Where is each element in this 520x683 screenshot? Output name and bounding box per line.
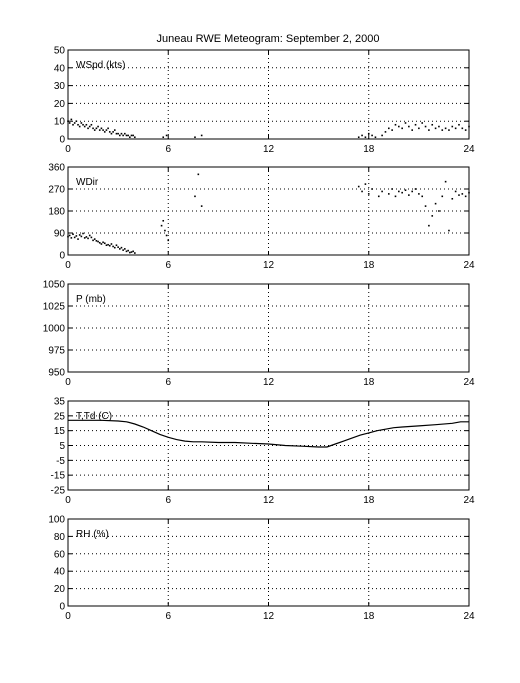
data-point [365, 136, 367, 138]
data-point [381, 191, 383, 193]
data-point [368, 193, 370, 195]
data-point [91, 237, 93, 239]
data-point [162, 220, 164, 222]
data-point [126, 251, 128, 253]
y-tick-label: 35 [53, 396, 65, 408]
data-point [465, 196, 467, 198]
data-point [69, 122, 71, 124]
data-point [201, 135, 203, 137]
data-point [116, 244, 118, 246]
data-point [117, 246, 119, 248]
y-tick-label: 270 [48, 184, 65, 196]
data-point [445, 128, 447, 130]
data-point [134, 252, 136, 254]
data-point [104, 242, 106, 244]
x-tick-label: 18 [363, 495, 375, 506]
data-point [435, 203, 437, 205]
data-point [418, 193, 420, 195]
data-point [112, 246, 114, 248]
data-point [102, 241, 104, 243]
x-tick-label: 12 [262, 260, 275, 271]
x-tick-label: 6 [165, 611, 172, 622]
data-point [86, 236, 88, 238]
data-point [167, 240, 169, 242]
data-point [107, 244, 109, 246]
panel-label: WSpd (kts) [76, 60, 126, 71]
data-point [395, 124, 397, 126]
data-point [92, 240, 94, 242]
x-tick-label: 6 [165, 144, 172, 155]
data-point [408, 194, 410, 196]
data-point [106, 244, 108, 246]
data-point [119, 248, 121, 250]
data-point [126, 135, 128, 137]
data-point [361, 135, 363, 137]
y-tick-label: 950 [48, 367, 65, 379]
x-tick-label: 0 [65, 377, 71, 388]
data-point [411, 129, 413, 131]
data-point [401, 128, 403, 130]
chart-panel-3 [43, 280, 475, 389]
data-point [124, 248, 126, 250]
data-point [111, 133, 113, 135]
x-tick-label: 0 [65, 144, 71, 155]
y-tick-label: 40 [53, 63, 65, 75]
x-tick-label: 6 [165, 260, 172, 271]
data-point [418, 128, 420, 130]
data-point [111, 243, 113, 245]
data-point [86, 124, 88, 126]
data-point [101, 128, 103, 130]
data-point [371, 135, 373, 137]
data-point [405, 122, 407, 124]
y-tick-label: 10 [53, 116, 65, 128]
data-point [82, 233, 84, 235]
data-point [448, 230, 450, 232]
data-point [119, 135, 121, 137]
y-tick-label: 180 [48, 206, 65, 218]
y-tick-label: 15 [53, 426, 65, 438]
data-point [76, 235, 78, 237]
data-point [435, 128, 437, 130]
data-point [381, 135, 383, 137]
data-point [112, 131, 114, 133]
data-point [161, 225, 163, 227]
data-point [441, 129, 443, 131]
x-tick-label: 18 [363, 144, 375, 155]
chart-panel-4 [51, 397, 475, 507]
data-point [361, 191, 363, 193]
data-point [87, 238, 89, 240]
data-point [194, 136, 196, 138]
data-point [77, 238, 79, 240]
data-point [72, 233, 74, 235]
data-point [198, 174, 200, 176]
data-point [129, 136, 131, 138]
x-tick-label: 0 [65, 260, 71, 271]
data-point [398, 191, 400, 193]
y-tick-label: 1000 [42, 323, 65, 335]
data-point [121, 133, 123, 135]
y-tick-label: 5 [59, 441, 65, 452]
data-point [194, 196, 196, 198]
data-point [358, 186, 360, 188]
data-point [462, 128, 464, 130]
data-point [441, 196, 443, 198]
data-point [89, 235, 91, 237]
x-tick-label: 18 [363, 377, 375, 388]
data-point [438, 210, 440, 212]
data-point [97, 126, 99, 128]
data-point [131, 251, 133, 253]
data-point [121, 247, 123, 249]
data-point [448, 129, 450, 131]
y-tick-label: 25 [53, 411, 65, 423]
data-point [428, 129, 430, 131]
data-point [375, 136, 377, 138]
x-tick-label: 6 [165, 495, 172, 506]
y-tick-label: 90 [53, 228, 65, 240]
data-point [431, 215, 433, 217]
panel-label: RH (%) [76, 529, 109, 540]
y-tick-label: 30 [53, 81, 65, 93]
x-tick-label: 12 [262, 495, 275, 506]
data-point [72, 124, 74, 126]
chart-panel-5 [48, 515, 475, 623]
x-tick-label: 12 [262, 611, 275, 622]
data-point [358, 136, 360, 138]
data-point [425, 126, 427, 128]
x-tick-label: 24 [463, 144, 475, 155]
data-point [458, 194, 460, 196]
data-point [74, 237, 76, 239]
x-tick-label: 24 [463, 377, 475, 388]
data-point [79, 234, 81, 236]
y-tick-label: -25 [50, 485, 65, 497]
data-point [109, 245, 111, 247]
data-point [106, 129, 108, 131]
data-point [166, 235, 168, 237]
x-tick-label: 6 [165, 377, 172, 388]
data-point [89, 126, 91, 128]
data-point [425, 205, 427, 207]
data-point [114, 129, 116, 131]
data-point [91, 124, 93, 126]
data-point [122, 249, 124, 251]
data-point [77, 124, 79, 126]
data-point [132, 251, 134, 253]
data-point [132, 135, 134, 137]
data-point [462, 193, 464, 195]
y-tick-label: 360 [48, 162, 65, 174]
data-point [81, 236, 83, 238]
data-point [395, 196, 397, 198]
data-point [391, 188, 393, 190]
data-point [164, 230, 166, 232]
data-point [117, 133, 119, 135]
panel-label: T,Td (C) [76, 411, 113, 422]
data-point [129, 252, 131, 254]
data-point [378, 196, 380, 198]
y-tick-label: 20 [53, 98, 65, 110]
x-tick-label: 0 [65, 611, 71, 622]
data-point [421, 122, 423, 124]
data-point [122, 135, 124, 137]
y-tick-label: 50 [53, 45, 65, 57]
data-point [94, 129, 96, 131]
data-point [365, 183, 367, 185]
data-point [431, 124, 433, 126]
data-point [71, 119, 73, 121]
y-tick-label: 100 [48, 514, 65, 526]
data-point [94, 238, 96, 240]
figure-title: Juneau RWE Meteogram: September 2, 2000 [156, 33, 380, 45]
data-point [388, 193, 390, 195]
data-point [74, 122, 76, 124]
x-tick-label: 18 [363, 260, 375, 271]
x-tick-label: 18 [363, 611, 375, 622]
data-point [71, 237, 73, 239]
data-point [101, 243, 103, 245]
chart-panel-1 [54, 46, 475, 156]
y-tick-label: 0 [59, 601, 65, 613]
data-point [102, 129, 104, 131]
data-point [451, 198, 453, 200]
y-tick-label: 40 [53, 566, 65, 578]
data-point [92, 128, 94, 130]
data-point [465, 129, 467, 131]
data-point [127, 135, 129, 137]
axes-frame [68, 519, 469, 606]
data-point [405, 189, 407, 191]
y-tick-label: -15 [50, 470, 65, 482]
data-point [458, 124, 460, 126]
y-tick-label: 975 [48, 345, 65, 357]
data-point [391, 129, 393, 131]
data-point [421, 196, 423, 198]
data-point [162, 136, 164, 138]
data-point [99, 129, 101, 131]
panel-label: WDir [76, 177, 99, 188]
data-point [428, 225, 430, 227]
data-point [131, 135, 133, 137]
x-tick-label: 24 [463, 611, 475, 622]
data-point [69, 235, 71, 237]
data-point [398, 126, 400, 128]
data-point [134, 136, 136, 138]
data-point [201, 205, 203, 207]
data-point [107, 128, 109, 130]
data-point [84, 237, 86, 239]
data-point [96, 240, 98, 242]
data-point [67, 236, 69, 238]
y-tick-label: -5 [56, 455, 65, 467]
panel-label: P (mb) [76, 294, 106, 305]
data-point [84, 126, 86, 128]
data-point [415, 188, 417, 190]
y-tick-label: 0 [59, 250, 65, 262]
data-point [468, 126, 470, 128]
data-point [96, 128, 98, 130]
data-point [415, 124, 417, 126]
data-point [455, 191, 457, 193]
data-point [109, 131, 111, 133]
data-point [82, 124, 84, 126]
y-tick-label: 20 [53, 584, 65, 596]
data-point [79, 126, 81, 128]
data-point [104, 131, 106, 133]
data-point [451, 126, 453, 128]
chart-panel-2 [48, 163, 475, 272]
y-tick-label: 80 [53, 531, 65, 543]
data-point [388, 128, 390, 130]
data-point [468, 192, 470, 194]
data-point [114, 247, 116, 249]
data-point [81, 122, 83, 124]
data-point [166, 135, 168, 137]
data-point [445, 181, 447, 183]
data-point [438, 126, 440, 128]
data-point [99, 242, 101, 244]
data-point [408, 126, 410, 128]
y-tick-label: 1050 [42, 279, 65, 291]
data-point [97, 241, 99, 243]
y-tick-label: 0 [59, 134, 65, 146]
data-point [385, 131, 387, 133]
data-point [116, 133, 118, 135]
data-point [401, 192, 403, 194]
data-point [67, 120, 69, 122]
data-point [87, 128, 89, 130]
x-tick-label: 12 [262, 144, 275, 155]
x-tick-label: 24 [463, 495, 475, 506]
data-point [124, 133, 126, 135]
y-tick-label: 1025 [42, 301, 65, 313]
data-point [371, 188, 373, 190]
data-point [76, 120, 78, 122]
x-tick-label: 12 [262, 377, 275, 388]
data-point [411, 191, 413, 193]
y-tick-label: 60 [53, 549, 65, 561]
data-point [455, 128, 457, 130]
x-tick-label: 0 [65, 495, 71, 506]
data-point [127, 250, 129, 252]
data-point [368, 133, 370, 135]
x-tick-label: 24 [463, 260, 475, 271]
